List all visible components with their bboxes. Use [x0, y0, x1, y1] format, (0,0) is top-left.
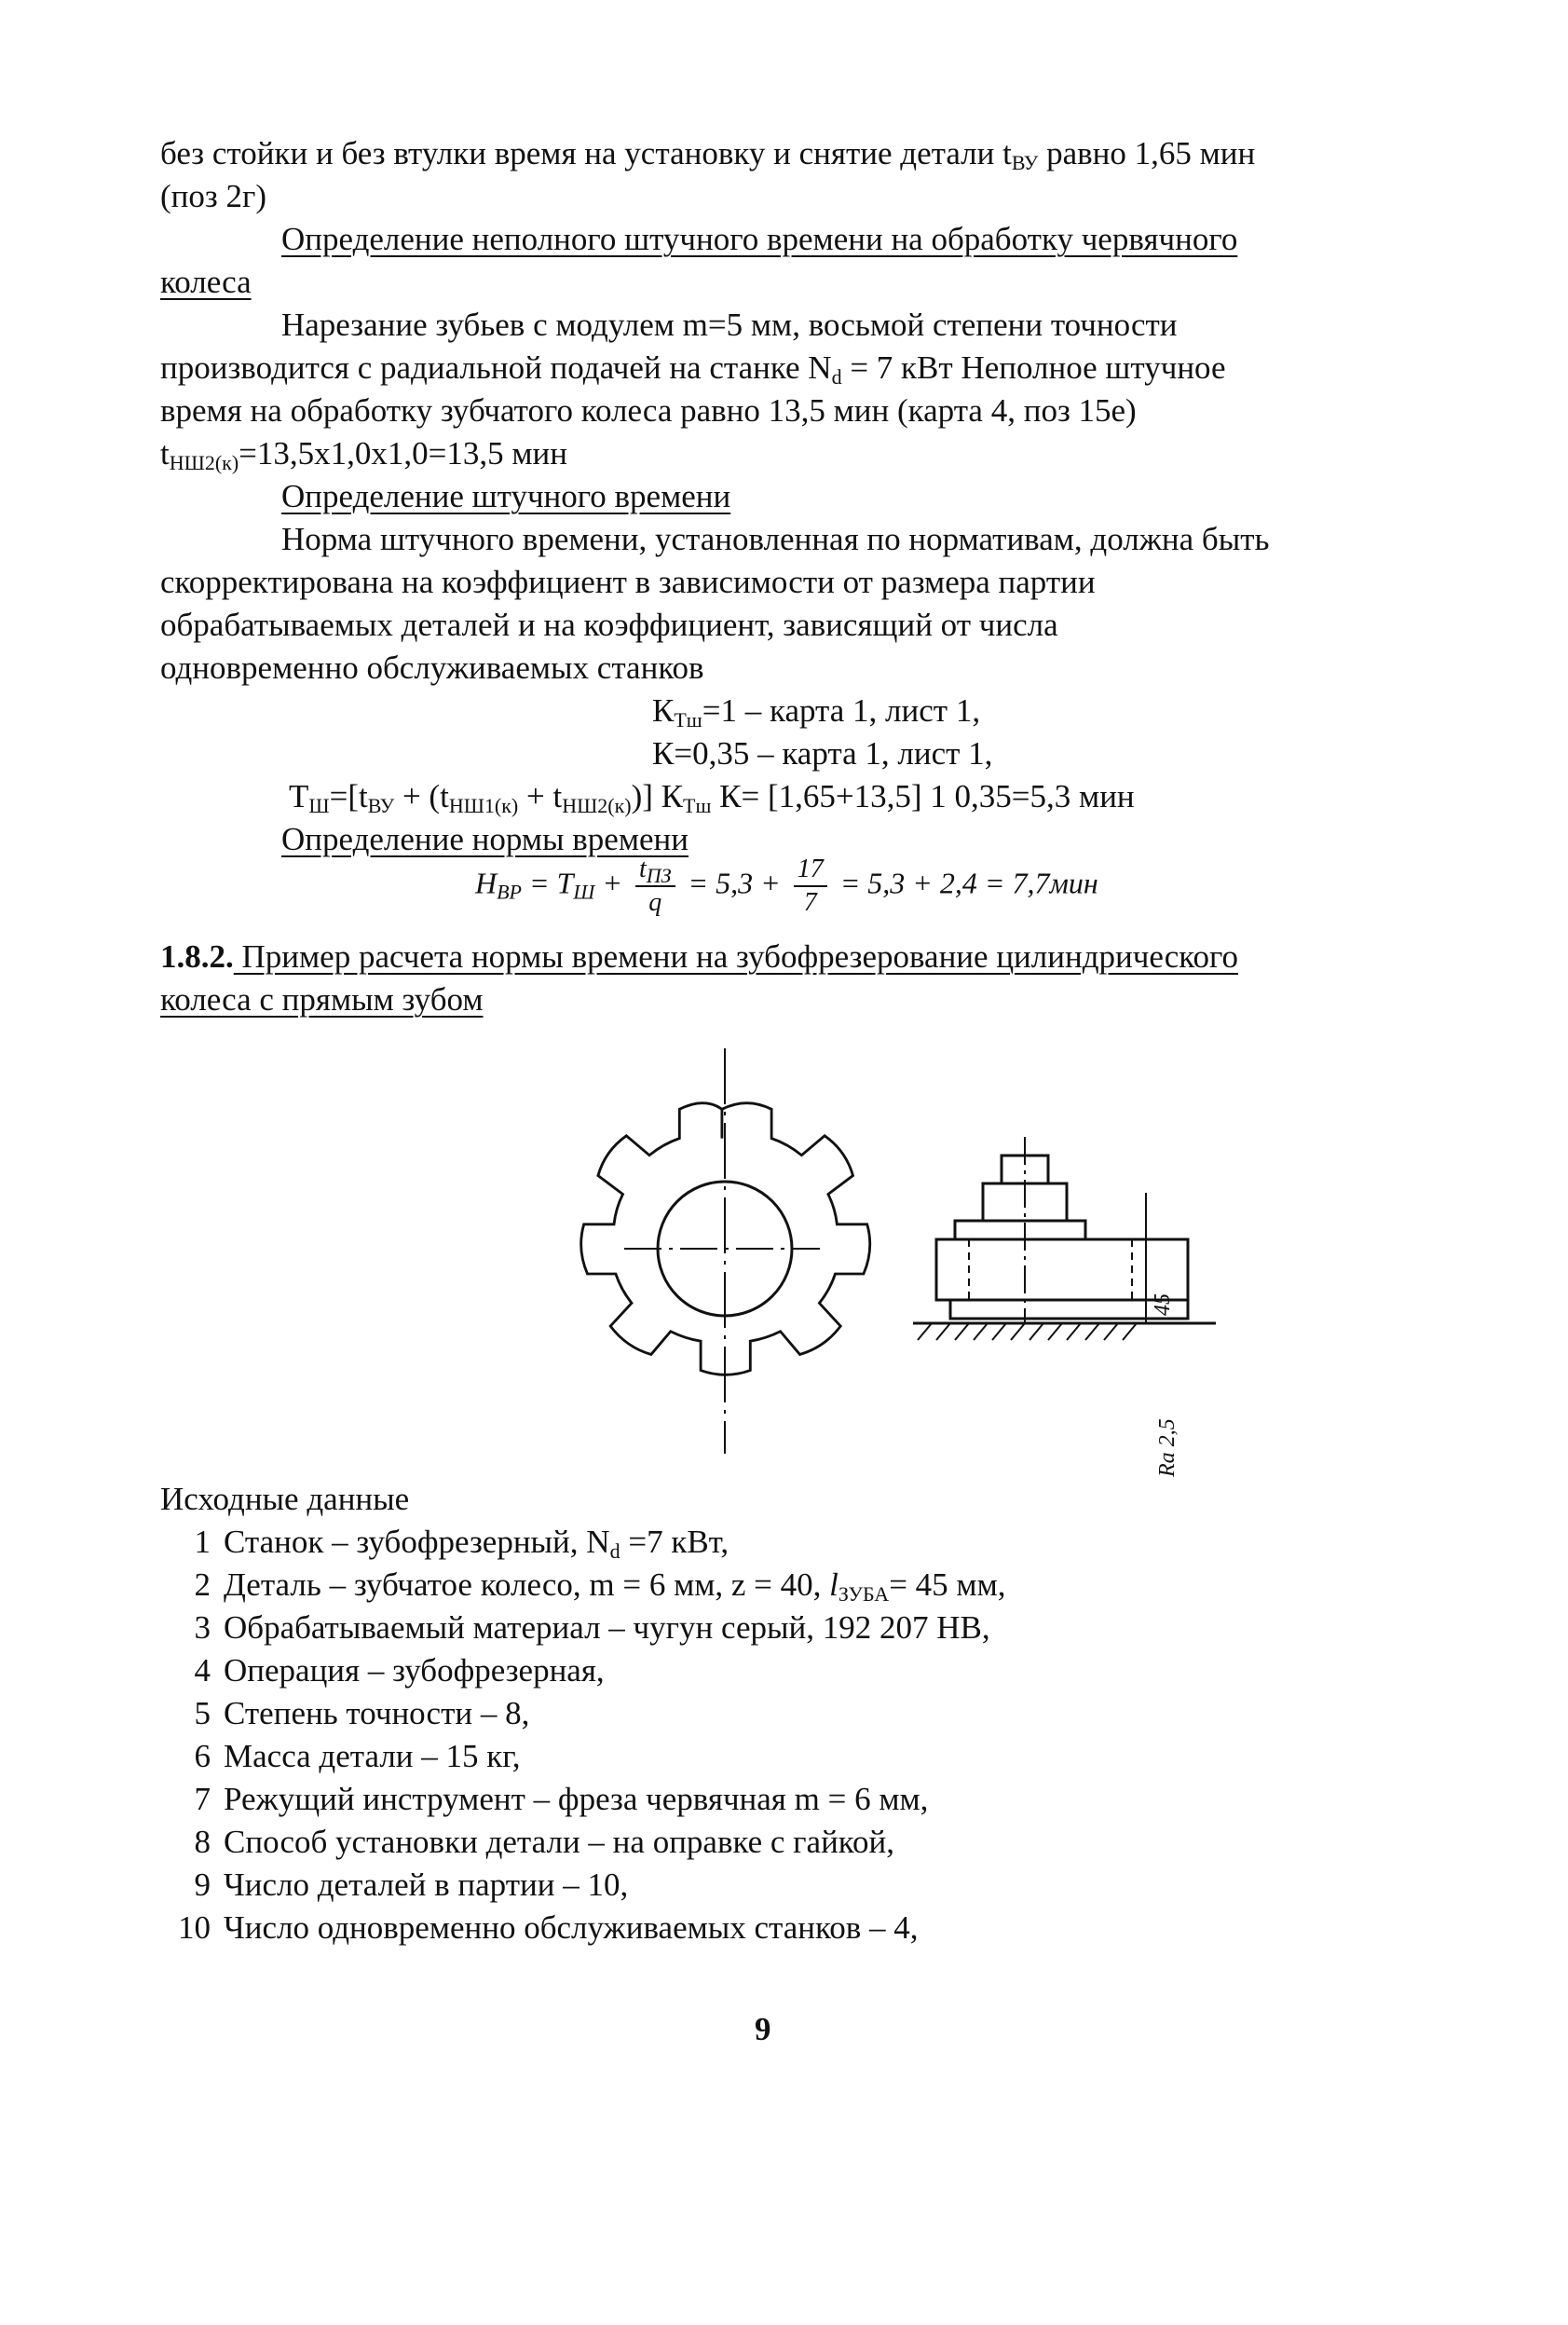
list-text: Режущий инструмент – фреза червячная m = 6 мм, [224, 1781, 929, 1817]
subscript: НШ1(к) [448, 794, 519, 817]
subscript: ВУ [367, 794, 395, 817]
section-title-1-8-2-cont: колеса с прямым зубом [160, 981, 484, 1018]
list-item [168, 1521, 729, 1564]
paragraph-1-line-3: время на обработку зубчатого колеса равно 13,5 мин (карта 4, поз 15е) [160, 392, 1137, 429]
paragraph-2-line-2: скорректирована на коэффициент в зависимости от размера партии [160, 564, 1096, 600]
list-item [168, 1607, 990, 1649]
list-item [168, 1778, 928, 1821]
list-number: 7 [194, 1781, 211, 1817]
text-span: + [594, 866, 630, 900]
list-number: 2 [194, 1566, 211, 1603]
list-item [168, 1735, 520, 1778]
text-span: = Т [522, 866, 574, 900]
list-number: 8 [194, 1824, 211, 1860]
text-span: = 5,3 + [680, 866, 788, 900]
subscript: ПЗ [646, 864, 672, 887]
list-text: Масса детали – 15 кг, [224, 1738, 521, 1774]
list-number: 10 [178, 1909, 211, 1946]
subscript: Тш [674, 708, 702, 732]
subscript: НШ2(к) [562, 794, 632, 817]
list-text: Число деталей в партии – 10, [224, 1867, 629, 1903]
text-span: =1 – карта 1, лист 1, [702, 692, 981, 729]
coefficient-ktsh [652, 690, 980, 732]
list-item [168, 1649, 605, 1692]
gear-setup-drawing [429, 1044, 1179, 1477]
list-text: Деталь – зубчатое колесо, m = 6 мм, z = 40, [224, 1566, 830, 1603]
subscript: НШ2(к) [169, 451, 239, 474]
fraction-tpz-q [635, 854, 675, 919]
text-span: t [160, 435, 170, 472]
list-item [168, 1564, 1005, 1607]
fraction-numerator [635, 854, 675, 887]
text-span: t [638, 855, 647, 883]
text-span: К [652, 692, 675, 729]
list-number: 1 [194, 1524, 211, 1560]
subscript: d [831, 365, 842, 389]
roughness-label: Ra 2,5 [1155, 1418, 1179, 1477]
dimension-label: 45 [1151, 1293, 1175, 1316]
paragraph-1-line-4 [160, 432, 567, 475]
text-span: =13,5х1,0х1,0=13,5 мин [239, 435, 567, 472]
section-title-1-8-2 [160, 936, 1238, 978]
fraction-denominator: 7 [803, 888, 817, 917]
list-number: 9 [194, 1867, 211, 1903]
list-text: Операция – зубофрезерная, [224, 1652, 605, 1689]
subscript: d [609, 1539, 620, 1563]
list-number: 4 [194, 1652, 211, 1689]
heading-time-norm: Определение нормы времени [281, 821, 689, 857]
list-text: l [829, 1566, 839, 1603]
list-number: 5 [194, 1695, 211, 1731]
text-span: + t [518, 778, 563, 814]
text-span: Н [475, 866, 498, 900]
subscript: ВУ [1011, 151, 1039, 174]
list-item [168, 1821, 894, 1864]
fraction-17-7 [794, 854, 827, 919]
list-number: 6 [194, 1738, 211, 1774]
text-span: + (t [394, 778, 449, 814]
fraction-numerator: 17 [794, 854, 827, 887]
subscript: ВР [497, 880, 522, 904]
formula-time-norm [475, 854, 1098, 919]
page-number: 9 [755, 2011, 771, 2047]
list-text: Способ установки детали – на оправке с гайкой, [224, 1824, 895, 1860]
subscript: Ш [308, 794, 330, 817]
formula-piece-time [289, 775, 1135, 818]
paragraph-2-line-3: обрабатываемых деталей и на коэффициент, зависящий от числа [160, 607, 1058, 643]
list-text: Станок – зубофрезерный, N [224, 1524, 610, 1560]
paragraph-2-line-4: одновременно обслуживаемых станков [160, 650, 704, 686]
text-span: производится с радиальной подачей на станке N [160, 349, 832, 386]
text-span: )] К [631, 778, 684, 814]
text-span: =[t [329, 778, 368, 814]
subscript: Ш [573, 880, 595, 904]
subscript: Тш [683, 794, 712, 817]
text-span: без стойки и без втулки время на установку и снятие детали t [160, 135, 1012, 171]
list-item [168, 1907, 919, 1949]
heading-piece-time: Определение штучного времени [281, 478, 731, 514]
list-item [168, 1864, 628, 1907]
text-span: равно 1,65 мин [1038, 135, 1256, 171]
section-number: 1.8.2. [160, 938, 234, 975]
heading-incomplete-piece-time-cont: колеса [160, 264, 252, 300]
list-text: Число одновременно обслуживаемых станков – 4, [224, 1909, 919, 1946]
list-text: =7 кВт, [620, 1524, 729, 1560]
input-data-heading: Исходные данные [160, 1481, 410, 1517]
fraction-denominator: q [648, 888, 662, 917]
text-span: К= [1,65+13,5] 1 0,35=5,3 мин [711, 778, 1135, 814]
list-item [168, 1692, 529, 1735]
paragraph-1-line-2 [160, 347, 1226, 390]
list-text: = 45 мм, [889, 1566, 1006, 1603]
text-span: = 5,3 + 2,4 = 7,7мин [832, 866, 1098, 900]
list-text: Обрабатываемый материал – чугун серый, 192 207 НВ, [224, 1609, 990, 1646]
text-line-2: (поз 2г) [160, 178, 266, 214]
subscript: ЗУБА [838, 1582, 890, 1606]
section-title-text: Пример расчета нормы времени на зубофрезерование цилиндрического [233, 938, 1238, 975]
coefficient-k: К=0,35 – карта 1, лист 1, [652, 735, 993, 772]
paragraph-1-line-1: Нарезание зубьев с модулем m=5 мм, восьмой степени точности [281, 307, 1178, 343]
paragraph-2-line-1: Норма штучного времени, установленная по нормативам, должна быть [281, 521, 1270, 557]
list-number: 3 [194, 1609, 211, 1646]
heading-incomplete-piece-time: Определение неполного штучного времени на обработку червячного [281, 221, 1238, 257]
text-span: Т [289, 778, 309, 814]
text-span: = 7 кВт Неполное штучное [841, 349, 1226, 386]
text-line-1 [160, 132, 1255, 175]
list-text: Степень точности – 8, [224, 1695, 530, 1731]
